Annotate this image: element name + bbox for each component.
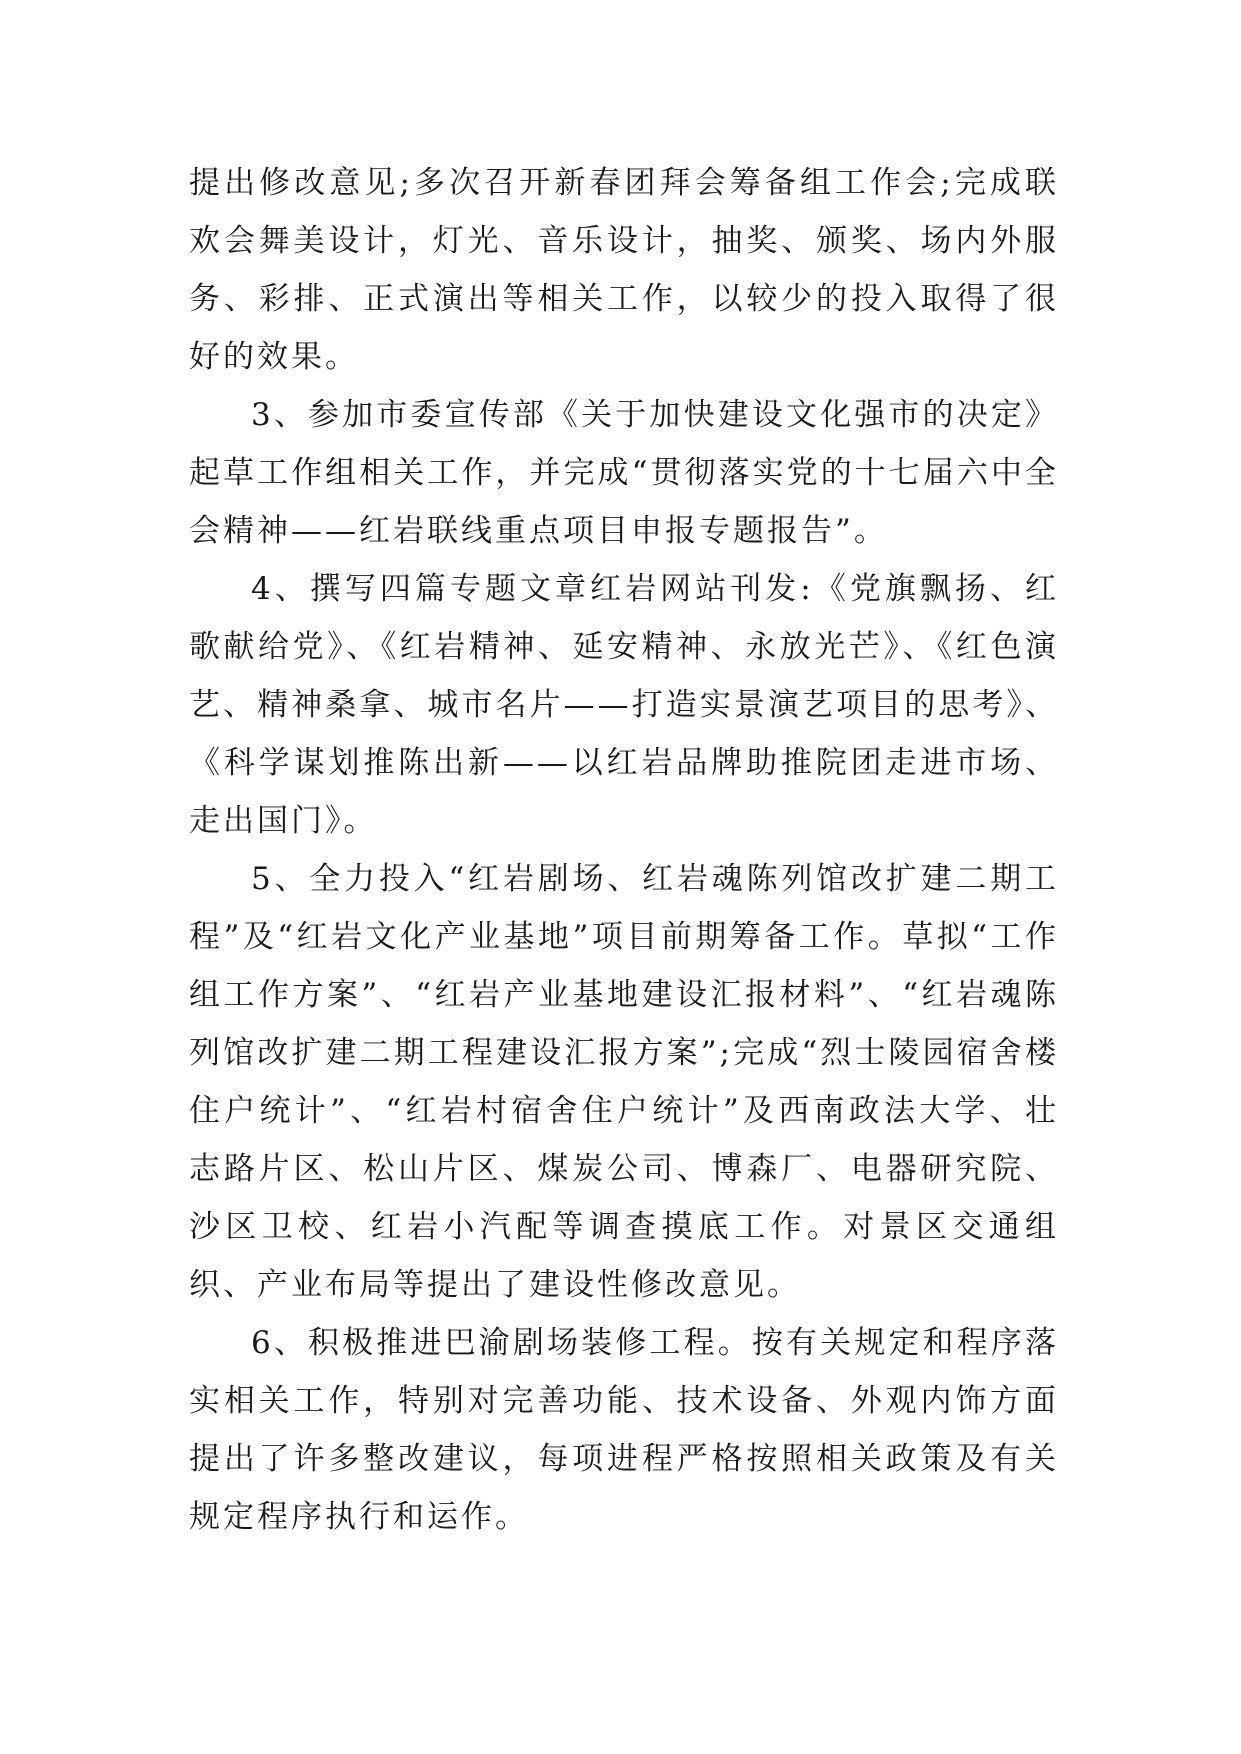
paragraph-continuation: 提出修改意见;多次召开新春团拜会筹备组工作会;完成联欢会舞美设计，灯光、音乐设计，抽奖、颁奖、场内外服务、彩排、正式演出等相关工作，以较少的投入取得了很好的效果。 bbox=[189, 165, 1059, 375]
paragraph-item-6: 6、积极推进巴渝剧场装修工程。按有关规定和程序落实相关工作，特别对完善功能、技术设备、外观内饰方面提出了许多整改建议，每项进程严格按照相关政策及有关规定程序执行和运作。 bbox=[189, 1325, 1059, 1535]
paragraph-item-5: 5、全力投入“红岩剧场、红岩魂陈列馆改扩建二期工程”及“红岩文化产业基地”项目前期筹备工作。草拟“工作组工作方案”、“红岩产业基地建设汇报材料”、“红岩魂陈列馆改扩建二期工程建设汇报方案”;完成“烈士陵园宿舍楼住户统计”、“红岩村宿舍住户统计”及西南政法大学、壮志路片区、松山片区、煤炭公司、博森厂、电器研究院、沙区卫校、红岩小汽配等调查摸底工作。对景区交通组织、产业布局等提出了建设性修改意见。 bbox=[189, 861, 1059, 1303]
document-body bbox=[189, 154, 1059, 1546]
paragraph-item-3: 3、参加市委宣传部《关于加快建设文化强市的决定》起草工作组相关工作，并完成“贯彻落实党的十七届六中全会精神——红岩联线重点项目申报专题报告”。 bbox=[189, 397, 1059, 549]
paragraph-item-4: 4、撰写四篇专题文章红岩网站刊发:《党旗飘扬、红歌献给党》、《红岩精神、延安精神、永放光芒》、《红色演艺、精神桑拿、城市名片——打造实景演艺项目的思考》、《科学谋划推陈出新——以红岩品牌助推院团走进市场、走出国门》。 bbox=[189, 571, 1059, 839]
